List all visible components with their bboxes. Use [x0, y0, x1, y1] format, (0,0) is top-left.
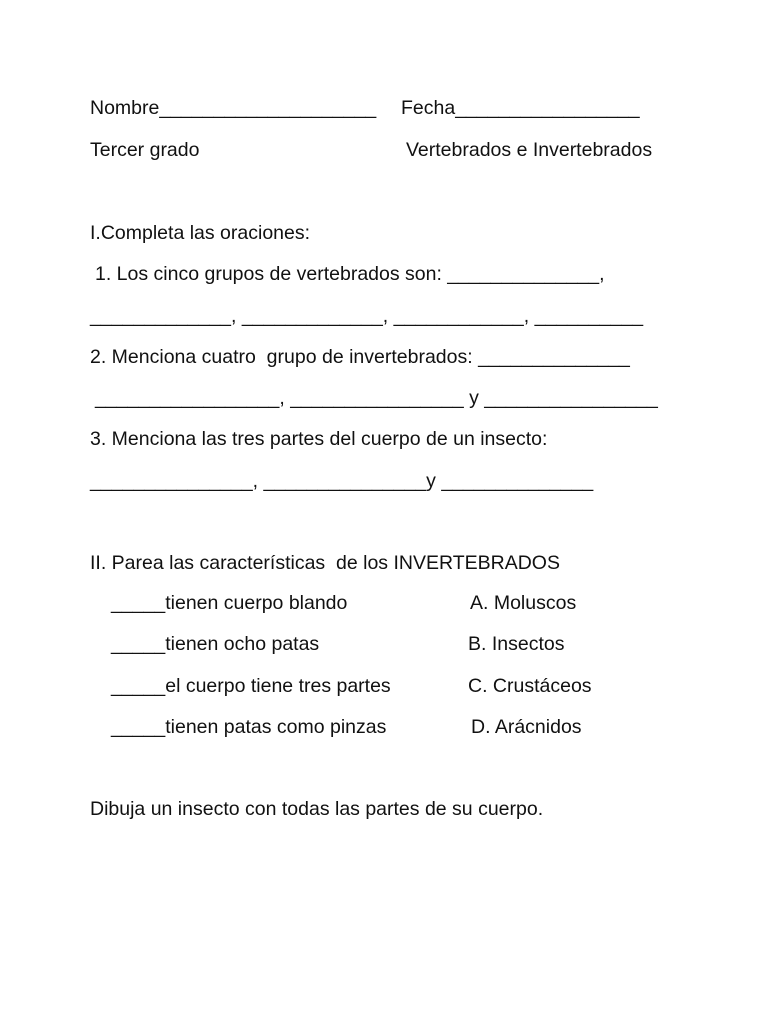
question-1-line-2: _____________, _____________, ____________, __________ — [90, 305, 644, 327]
match-item-option: D. Arácnidos — [471, 716, 582, 738]
date-field-label: Fecha_________________ — [401, 97, 640, 119]
drawing-prompt: Dibuja un insecto con todas las partes de su cuerpo. — [90, 798, 544, 820]
match-item-option: C. Crustáceos — [468, 675, 592, 697]
match-item-description: _____tienen cuerpo blando — [111, 592, 348, 614]
grade-label: Tercer grado — [90, 139, 200, 161]
match-item-option: B. Insectos — [468, 633, 565, 655]
question-1-line-1: 1. Los cinco grupos de vertebrados son: ______________, — [95, 263, 605, 285]
question-2-line-2: _________________, ________________ y ________________ — [95, 387, 658, 409]
name-field-label: Nombre____________________ — [90, 97, 377, 119]
section-1-title: I.Completa las oraciones: — [90, 222, 311, 244]
match-item-option: A. Moluscos — [470, 592, 577, 614]
question-3-line-1: 3. Menciona las tres partes del cuerpo de un insecto: — [90, 428, 548, 450]
question-3-line-2: _______________, _______________y ______________ — [90, 470, 594, 492]
topic-title: Vertebrados e Invertebrados — [406, 139, 653, 161]
question-2-line-1: 2. Menciona cuatro grupo de invertebrados: ______________ — [90, 346, 630, 368]
section-2-title: II. Parea las características de los INVERTEBRADOS — [90, 552, 560, 574]
match-item-description: _____tienen ocho patas — [111, 633, 320, 655]
match-item-description: _____tienen patas como pinzas — [111, 716, 387, 738]
match-item-description: _____el cuerpo tiene tres partes — [111, 675, 391, 697]
